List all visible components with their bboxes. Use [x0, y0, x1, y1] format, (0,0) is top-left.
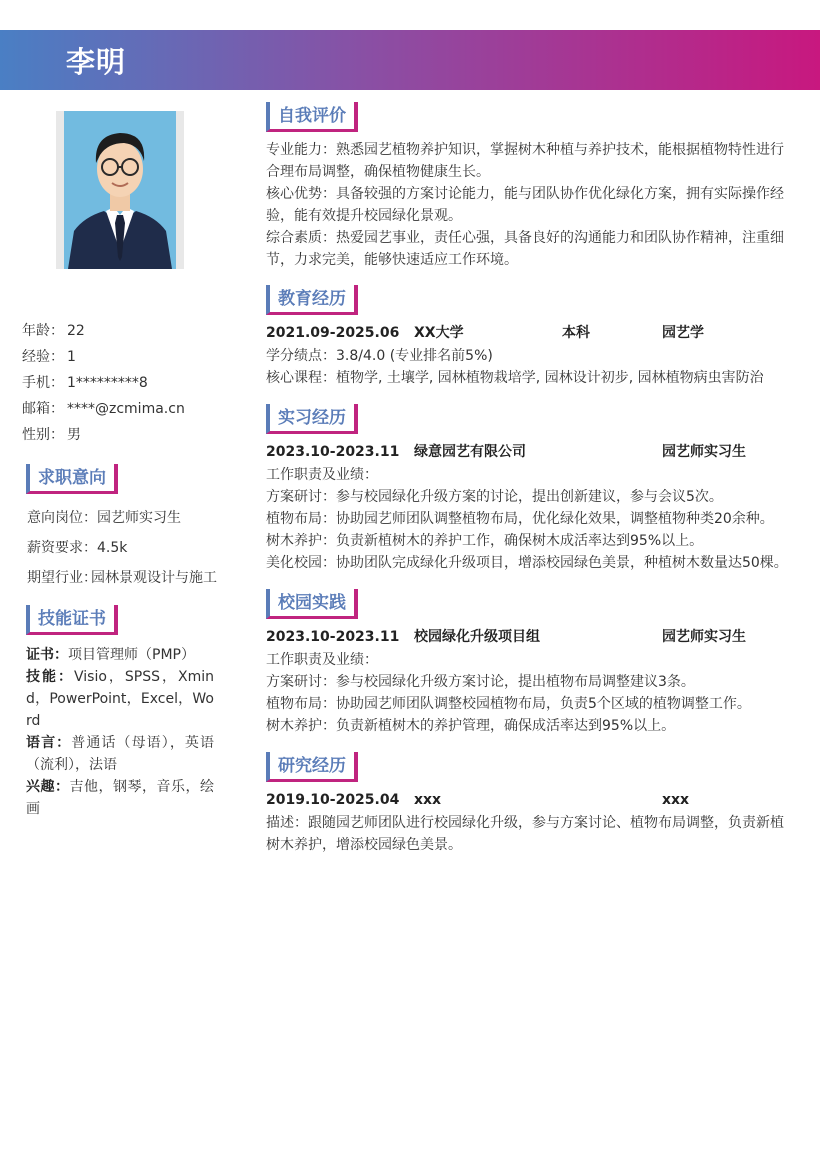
section-title-self-eval: 自我评价 — [266, 102, 358, 132]
section-title-education: 教育经历 — [266, 285, 358, 315]
skills-cert — [26, 644, 214, 666]
internship-line: 方案研讨：参与校园绿化升级方案的讨论，提出创新建议，参与会议5次。 — [266, 489, 723, 505]
skills-tools — [26, 666, 214, 732]
skills-hobby-label: 兴趣： — [26, 779, 70, 795]
education-block — [266, 321, 796, 389]
intent-salary: 薪资要求：4.5k — [27, 540, 128, 556]
info-value: ****@zcmima.cn — [67, 401, 185, 417]
skills-tools-label: 技能： — [26, 669, 74, 685]
section-title-campus: 校园实践 — [266, 589, 358, 619]
info-label: 邮箱： — [22, 401, 64, 417]
profile-photo — [64, 111, 176, 269]
campus-period: 2023.10-2023.11 — [266, 629, 400, 645]
info-label: 手机： — [22, 375, 64, 391]
research-line: 树木养护，增添校园绿色美景。 — [266, 837, 462, 853]
self-eval-line: 综合素质：热爱园艺事业，责任心强，具备良好的沟通能力和团队协作精神，注重细 — [266, 230, 784, 246]
education-gpa: 学分绩点：3.8/4.0 (专业排名前5%) — [266, 348, 493, 364]
skills-hobby — [26, 776, 214, 820]
intent-position: 意向岗位：园艺师实习生 — [27, 510, 181, 526]
education-courses: 核心课程：植物学, 土壤学, 园林植物栽培学, 园林设计初步, 园林植物病虫害防治 — [266, 370, 764, 386]
info-label: 年龄： — [22, 323, 64, 339]
section-title-research: 研究经历 — [266, 752, 358, 782]
skills-language — [26, 732, 214, 776]
info-experience — [22, 344, 222, 370]
info-value: 1*********8 — [67, 375, 148, 391]
skills-hobby-value: 吉他，钢琴，音乐，绘画 — [26, 779, 214, 817]
education-school: XX大学 — [414, 325, 464, 341]
self-eval-line: 节，力求完美，能够快速适应工作环境。 — [266, 252, 518, 268]
internship-line: 植物布局：协助园艺师团队调整植物布局，优化绿化效果，调整植物种类20余种。 — [266, 511, 774, 527]
info-phone — [22, 370, 222, 396]
info-value: 1 — [67, 349, 76, 365]
skills-language-value: 普通话（母语），英语（流利），法语 — [26, 735, 214, 773]
header-band — [0, 30, 820, 90]
campus-line: 工作职责及业绩： — [266, 652, 378, 668]
education-header — [266, 321, 796, 345]
info-value: 22 — [67, 323, 85, 339]
research-block — [266, 788, 796, 856]
education-major: 园艺学 — [662, 325, 704, 341]
info-age — [22, 318, 222, 344]
section-title-internship: 实习经历 — [266, 404, 358, 434]
campus-line: 植物布局：协助园艺师团队调整校园植物布局，负责5个区域的植物调整工作。 — [266, 696, 751, 712]
skills-cert-value: 项目管理师（PMP） — [68, 647, 195, 663]
skills-cert-label: 证书： — [26, 647, 68, 663]
internship-period: 2023.10-2023.11 — [266, 444, 400, 460]
info-gender — [22, 422, 222, 448]
self-eval-line: 核心优势：具备较强的方案讨论能力，能与团队协作优化绿化方案，拥有实际操作经 — [266, 186, 784, 202]
internship-line: 美化校园：协助团队完成绿化升级项目，增添校园绿色美景，种植树木数量达50棵。 — [266, 555, 788, 571]
profile-photo-frame — [56, 111, 184, 269]
intent-industry-label: 期望行业： — [27, 570, 97, 586]
campus-org: 校园绿化升级项目组 — [414, 629, 540, 645]
campus-line: 方案研讨：参与校园绿化升级方案讨论，提出植物布局调整建议3条。 — [266, 674, 695, 690]
campus-header — [266, 625, 796, 649]
self-eval-line: 合理布局调整，确保植物健康生长。 — [266, 164, 490, 180]
research-line: 描述：跟随园艺师团队进行校园绿化升级，参与方案讨论、植物布局调整，负责新植 — [266, 815, 784, 831]
info-value: 男 — [67, 427, 81, 443]
campus-block — [266, 625, 796, 737]
campus-role: 园艺师实习生 — [662, 629, 746, 645]
education-degree: 本科 — [562, 325, 590, 341]
research-header — [266, 788, 796, 812]
skills-language-label: 语言： — [26, 735, 72, 751]
campus-line: 树木养护：负责新植树木的养护管理，确保成活率达到95%以上。 — [266, 718, 676, 734]
internship-role: 园艺师实习生 — [662, 444, 746, 460]
portrait-illustration — [64, 111, 176, 269]
intent-industry-value: 园林景观设计与施工 — [91, 570, 217, 586]
intent-industry — [27, 568, 227, 604]
candidate-name: 李明 — [66, 45, 127, 79]
internship-org: 绿意园艺有限公司 — [414, 444, 526, 460]
skills-block — [26, 644, 214, 820]
education-period: 2021.09-2025.06 — [266, 325, 400, 341]
internship-block — [266, 440, 796, 574]
skills-tools-value: Visio，SPSS，Xmind，PowerPoint，Excel，Word — [26, 669, 214, 729]
internship-line: 树木养护：负责新植树木的养护工作，确保树木成活率达到95%以上。 — [266, 533, 704, 549]
self-eval-line: 验，能有效提升校园绿化景观。 — [266, 208, 462, 224]
self-eval-line: 专业能力：熟悉园艺植物养护知识，掌握树木种植与养护技术，能根据植物特性进行 — [266, 142, 784, 158]
research-role: xxx — [662, 792, 690, 808]
job-intent-list — [27, 508, 227, 604]
info-label: 性别： — [22, 427, 64, 443]
basic-info-list — [22, 318, 222, 448]
info-label: 经验： — [22, 349, 64, 365]
info-email — [22, 396, 222, 422]
research-period: 2019.10-2025.04 — [266, 792, 400, 808]
self-eval-block — [266, 139, 796, 271]
internship-header — [266, 440, 796, 464]
section-title-skills: 技能证书 — [26, 605, 118, 635]
section-title-job-intent: 求职意向 — [26, 464, 118, 494]
research-org: xxx — [414, 792, 442, 808]
internship-line: 工作职责及业绩： — [266, 467, 378, 483]
